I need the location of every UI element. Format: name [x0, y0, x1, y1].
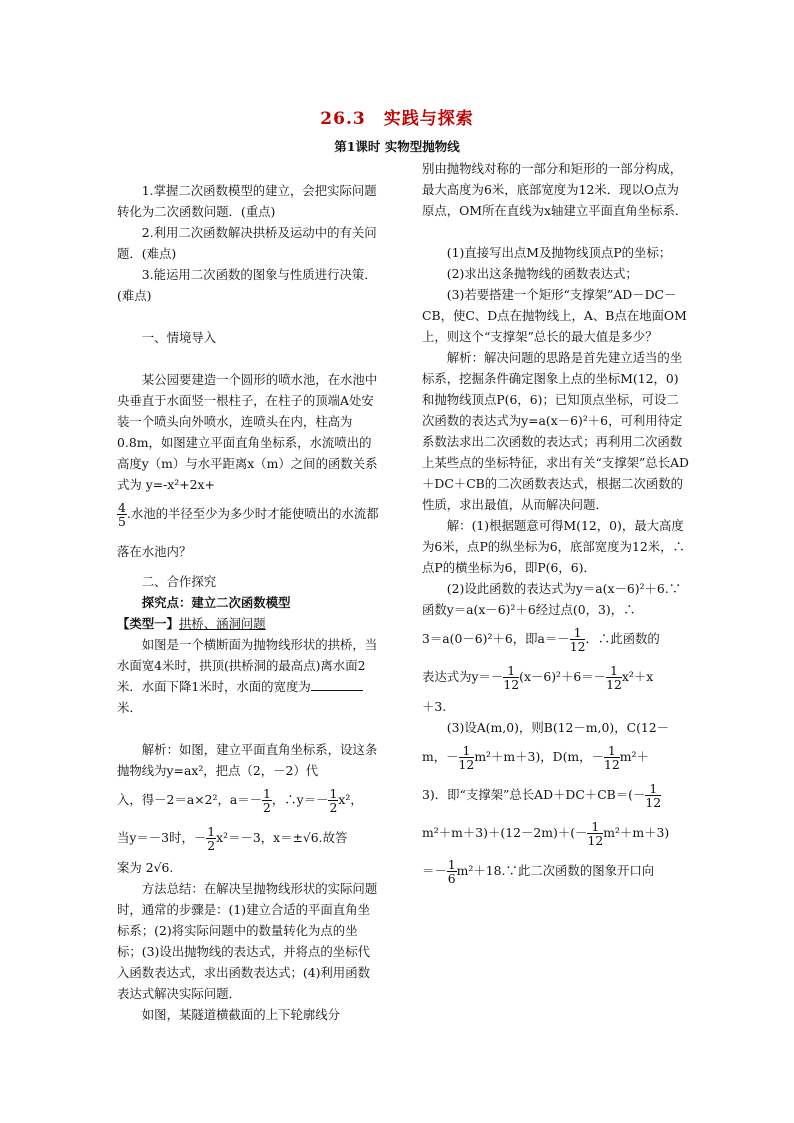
intro-text: 某公园要建造一个圆形的喷水池，在水池中央垂直于水面竖一根柱子，在柱子的顶端A处安装一个喷头向外喷水，连喷头在内，柱高为0.8m，如图建立平面直角坐标系，水流喷出的高度y（m）与水平距离x（m）之间的函数关系式为 y=-x²+2x+ [117, 372, 378, 492]
solution-part-3-line4 [422, 814, 690, 852]
sol2-text-c: 表达式为y＝－ [422, 669, 504, 684]
fraction-denominator: 12 [645, 795, 662, 810]
fraction-numerator: 1 [447, 857, 456, 872]
solution-part-1: 解：(1)根据题意可得M(12，0)，最大高度为6米，点P的纵坐标为6，底部宽度为12米，∴点P的横坐标为6，即P(6，6)． [422, 518, 685, 575]
sol3-text-d: 3)．即“支撑架”总长AD＋DC＋CB＝(－ [422, 787, 646, 802]
sol1-text-a: 入，得－2＝a×2²，a＝－ [117, 792, 263, 807]
fraction-denominator: 12 [458, 757, 475, 772]
left-column [117, 180, 379, 1025]
explore-point-title [117, 592, 379, 613]
fraction-numerator: 1 [604, 744, 620, 758]
fraction-numerator: 1 [263, 786, 271, 801]
solution1-line3 [117, 819, 379, 857]
solution1-line2 [117, 781, 379, 819]
intro-paragraph-tail [117, 495, 379, 571]
sol3-text-b: m²＋m＋3)，D(m，－ [474, 749, 604, 764]
fraction-1-2 [206, 825, 216, 852]
sol3-text-g: ＝－ [422, 863, 447, 878]
fraction-1-2 [262, 787, 272, 814]
question-2: (2)求出这条抛物线的函数表达式； [446, 266, 638, 281]
method-summary: 方法总结：在解决呈抛物线形状的实际问题时，通常的步骤是：(1)建立合适的平面直角坐标系；(2)将实际问题中的数量转化为点的坐标；(3)设出抛物线的表达式，并将点的坐标代入函数表达式，求出函数表达式；(4)利用函数表达式解决实际问题． [117, 881, 378, 1001]
section-heading-explore: 二、合作探究 [141, 574, 217, 589]
type1-bracket: 【类型一】 [117, 616, 179, 631]
answer-blank[interactable] [311, 678, 363, 691]
right-column [422, 158, 690, 890]
objective-1: 1.掌握二次函数模型的建立，会把实际问题转化为二次函数问题．(重点) [117, 183, 377, 219]
objective-2: 2.利用二次函数解决拱桥及运动中的有关问题．(难点) [117, 225, 377, 261]
sol1-text-c: x²， [338, 792, 363, 807]
problem2-continuation: 别由抛物线对称的一部分和矩形的一部分构成，最大高度为6米，底部宽度为12米．现以O点为原点，OM所在直线为x轴建立平面直角坐标系． [422, 161, 688, 218]
fraction-1-12 [587, 820, 603, 847]
section-heading-intro: 一、情境导入 [141, 330, 217, 345]
sol3-text-a: m，－ [422, 749, 459, 764]
fraction-denominator: 12 [587, 833, 604, 848]
fraction-denominator: 2 [207, 838, 216, 853]
solution-part-3-line1: (3)设A(m,0)，则B(12－m,0)，C(12－ [446, 720, 670, 735]
solution-part-2-line4: ＋3. [422, 699, 447, 714]
intro-tail: .水池的半径至少为多少时才能使喷出的水流都落在水池内？ [117, 506, 379, 559]
fraction-numerator: 1 [645, 782, 661, 796]
sol2-text-d: (x－6)²＋6＝－ [519, 669, 607, 684]
fraction-numerator: 1 [587, 820, 603, 834]
sol3-text-e: m²＋m＋3)＋(12－2m)＋(－ [422, 825, 588, 840]
type1-name: 拱桥、涵洞问题 [178, 616, 266, 631]
solution1-line4: 案为 2√6. [117, 860, 174, 875]
fraction-1-12 [645, 782, 661, 809]
sol3-text-c: m²＋ [619, 749, 649, 764]
intro-paragraph [117, 369, 379, 495]
fraction-denominator: 2 [329, 800, 338, 815]
sol1-text-b: ，∴y＝－ [271, 792, 329, 807]
type1-heading [117, 613, 379, 634]
problem1-tail: 米． [117, 700, 142, 715]
fraction-denominator: 12 [569, 639, 586, 654]
fraction-1-12 [604, 744, 620, 771]
sol3-text-f: m²＋m＋3) [603, 825, 670, 840]
fraction-numerator: 1 [329, 786, 338, 801]
problem-1 [117, 634, 379, 718]
fraction-numerator: 4 [118, 500, 126, 515]
analysis-paragraph: 解析：解决问题的思路是首先建立适当的坐标系，挖掘条件确定图象上点的坐标M(12，0)和抛物线顶点P(6，6)；已知顶点坐标，可设二次函数的表达式为y=a(x－6)²＋6，可利用待定系数法求出二次函数的表达式；再利用二次函数上某些点的坐标特征，求出有关“支撑架”总长AD＋DC＋CB的二次函数表达式，根据二次函数的性质，求出最值，从而解决问题． [422, 350, 689, 512]
explore-title: 探究点：建立二次函数模型 [141, 595, 291, 610]
fraction-4-5 [117, 501, 127, 528]
fraction-numerator: 1 [606, 664, 622, 678]
solution-part-2-line1: (2)设此函数的表达式为y＝a(x－6)²＋6.∵函数y＝a(x－6)²＋6经过点(0，3)，∴ [422, 581, 682, 617]
solution-part-3-line2 [422, 738, 690, 776]
objective-3: 3.能运用二次函数的图象与性质进行决策．(难点) [117, 267, 377, 303]
fraction-1-12 [503, 664, 519, 691]
problem1-text: 如图是一个横断面为抛物线形状的拱桥，当水面宽4米时，拱顶(拱桥洞的最高点)离水面2米．水面下降1米时，水面的宽度为 [117, 637, 378, 694]
sol3-text-h: m²＋18.∵此二次函数的图象开口向 [456, 863, 655, 878]
fraction-denominator: 6 [447, 871, 456, 886]
solution1-line1: 解析：如图，建立平面直角坐标系，设这条抛物线为y=ax²，把点（2，－2）代 [117, 742, 378, 778]
fraction-denominator: 12 [503, 677, 520, 692]
fraction-1-12 [570, 626, 586, 653]
solution-part-3-line3 [422, 776, 690, 814]
sol2-text-e: x²＋x [621, 669, 654, 684]
fraction-1-12 [459, 744, 475, 771]
fraction-numerator: 1 [207, 824, 216, 839]
fraction-1-12 [606, 664, 622, 691]
fraction-denominator: 2 [263, 800, 271, 815]
fraction-1-6 [447, 858, 457, 885]
sol1-text-e: x²＝－3，x＝±√6.故答 [216, 830, 348, 845]
question-1: (1)直接写出点M及抛物线顶点P的坐标； [446, 245, 672, 260]
document-title: 26.3 实践与探索 [320, 109, 474, 129]
solution-part-2-line2 [422, 620, 690, 658]
problem2-start: 如图，某隧道横截面的上下轮廓线分 [141, 1007, 341, 1022]
fraction-numerator: 1 [570, 626, 586, 640]
question-3: (3)若要搭建一个矩形“支撑架”AD－DC－CB，使C、D点在抛物线上，A、B点在地面OM上，则这个“支撑架”总长的最大值是多少？ [422, 287, 687, 344]
fraction-denominator: 5 [118, 514, 126, 529]
sol2-text-b: ．∴此函数的 [585, 631, 660, 646]
sol1-text-d: 当y＝－3时，－ [117, 830, 207, 845]
solution-part-3-line5 [422, 852, 690, 890]
fraction-1-2 [328, 787, 338, 814]
lesson-subtitle: 第1课时 实物型抛物线 [334, 139, 460, 154]
fraction-denominator: 12 [603, 757, 620, 772]
fraction-numerator: 1 [503, 664, 519, 678]
sol2-text-a: 3＝a(0－6)²＋6，即a＝－ [422, 631, 570, 646]
solution-part-2-line3 [422, 658, 690, 696]
fraction-denominator: 12 [606, 677, 622, 692]
fraction-numerator: 1 [459, 744, 475, 758]
